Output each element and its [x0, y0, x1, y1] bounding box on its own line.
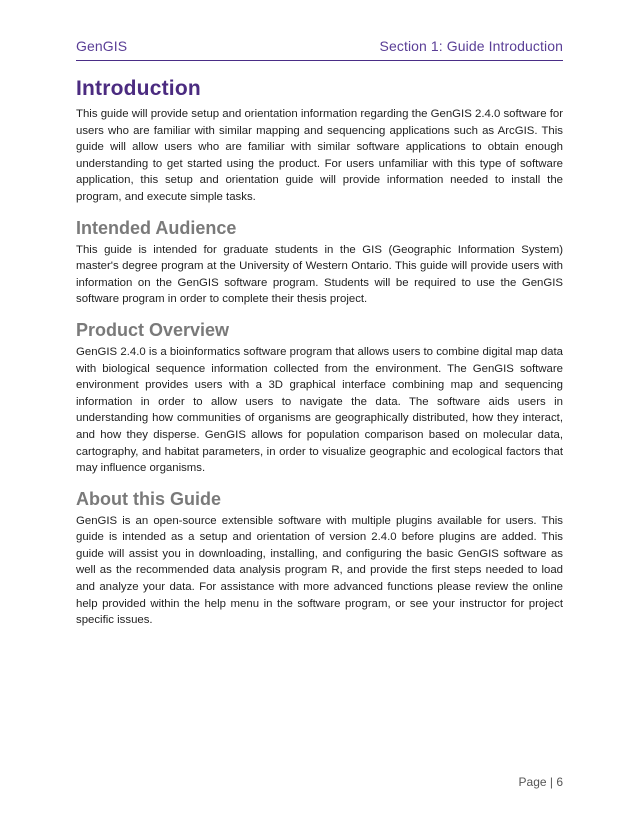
section-body-about-this-guide: GenGIS is an open-source extensible software with multiple plugins available for users. This guide is intended as a setup and orientation of version 2.4.0 before plugins are added. This guide will assist you in downloading, installing, and configuring the basic GenGIS software as well as the recommended data analysis program R, and provide the first steps needed to load and analyze your data. For assistance with more advanced functions please review the online help provided within the help menu in the software program, or see your instructor for project specific issues. — [76, 514, 563, 627]
header-product-name: GenGIS — [76, 38, 128, 54]
page-header — [76, 36, 563, 61]
document-page — [76, 0, 563, 826]
section-body-intended-audience: This guide is intended for graduate students in the GIS (Geographic Information System) master's degree program at the University of Western Ontario. This guide will provide users with information on the GenGIS software program. Students will be required to use the GenGIS software program in order to complete their thesis project. — [76, 243, 563, 306]
section-heading-product-overview: Product Overview — [76, 319, 230, 340]
section-heading-about-this-guide: About this Guide — [76, 488, 221, 509]
header-section-title: Section 1: Guide Introduction — [379, 38, 563, 54]
section-heading-intended-audience: Intended Audience — [76, 217, 237, 238]
page-number: Page | 6 — [518, 775, 563, 789]
page-title: Introduction — [76, 77, 201, 100]
intro-paragraph: This guide will provide setup and orientation information regarding the GenGIS 2.4.0 software for users who are familiar with similar mapping and sequencing applications such as ArcGIS. This guide will allow users who are familiar with similar software applications to obtain enough understanding to get started using the product. For users unfamiliar with this type of software application, this setup and orientation guide will provide information needed to install the program, and execute simple tasks. — [76, 108, 563, 203]
section-body-product-overview: GenGIS 2.4.0 is a bioinformatics software program that allows users to combine digital map data with biological sequence information collected from the environment. The GenGIS software environment provides users with a 3D graphical interface combining map and sequencing information in order to allow users to navigate the data. The software aids users in understanding how communities of organisms are geographically distributed, how they interact, and how they disperse. GenGIS allows for population comparison based on molecular data, cartography, and habitat parameters, in order to visualize geographic and ecological factors that may influence organisms. — [76, 345, 563, 475]
page-content — [76, 76, 563, 629]
